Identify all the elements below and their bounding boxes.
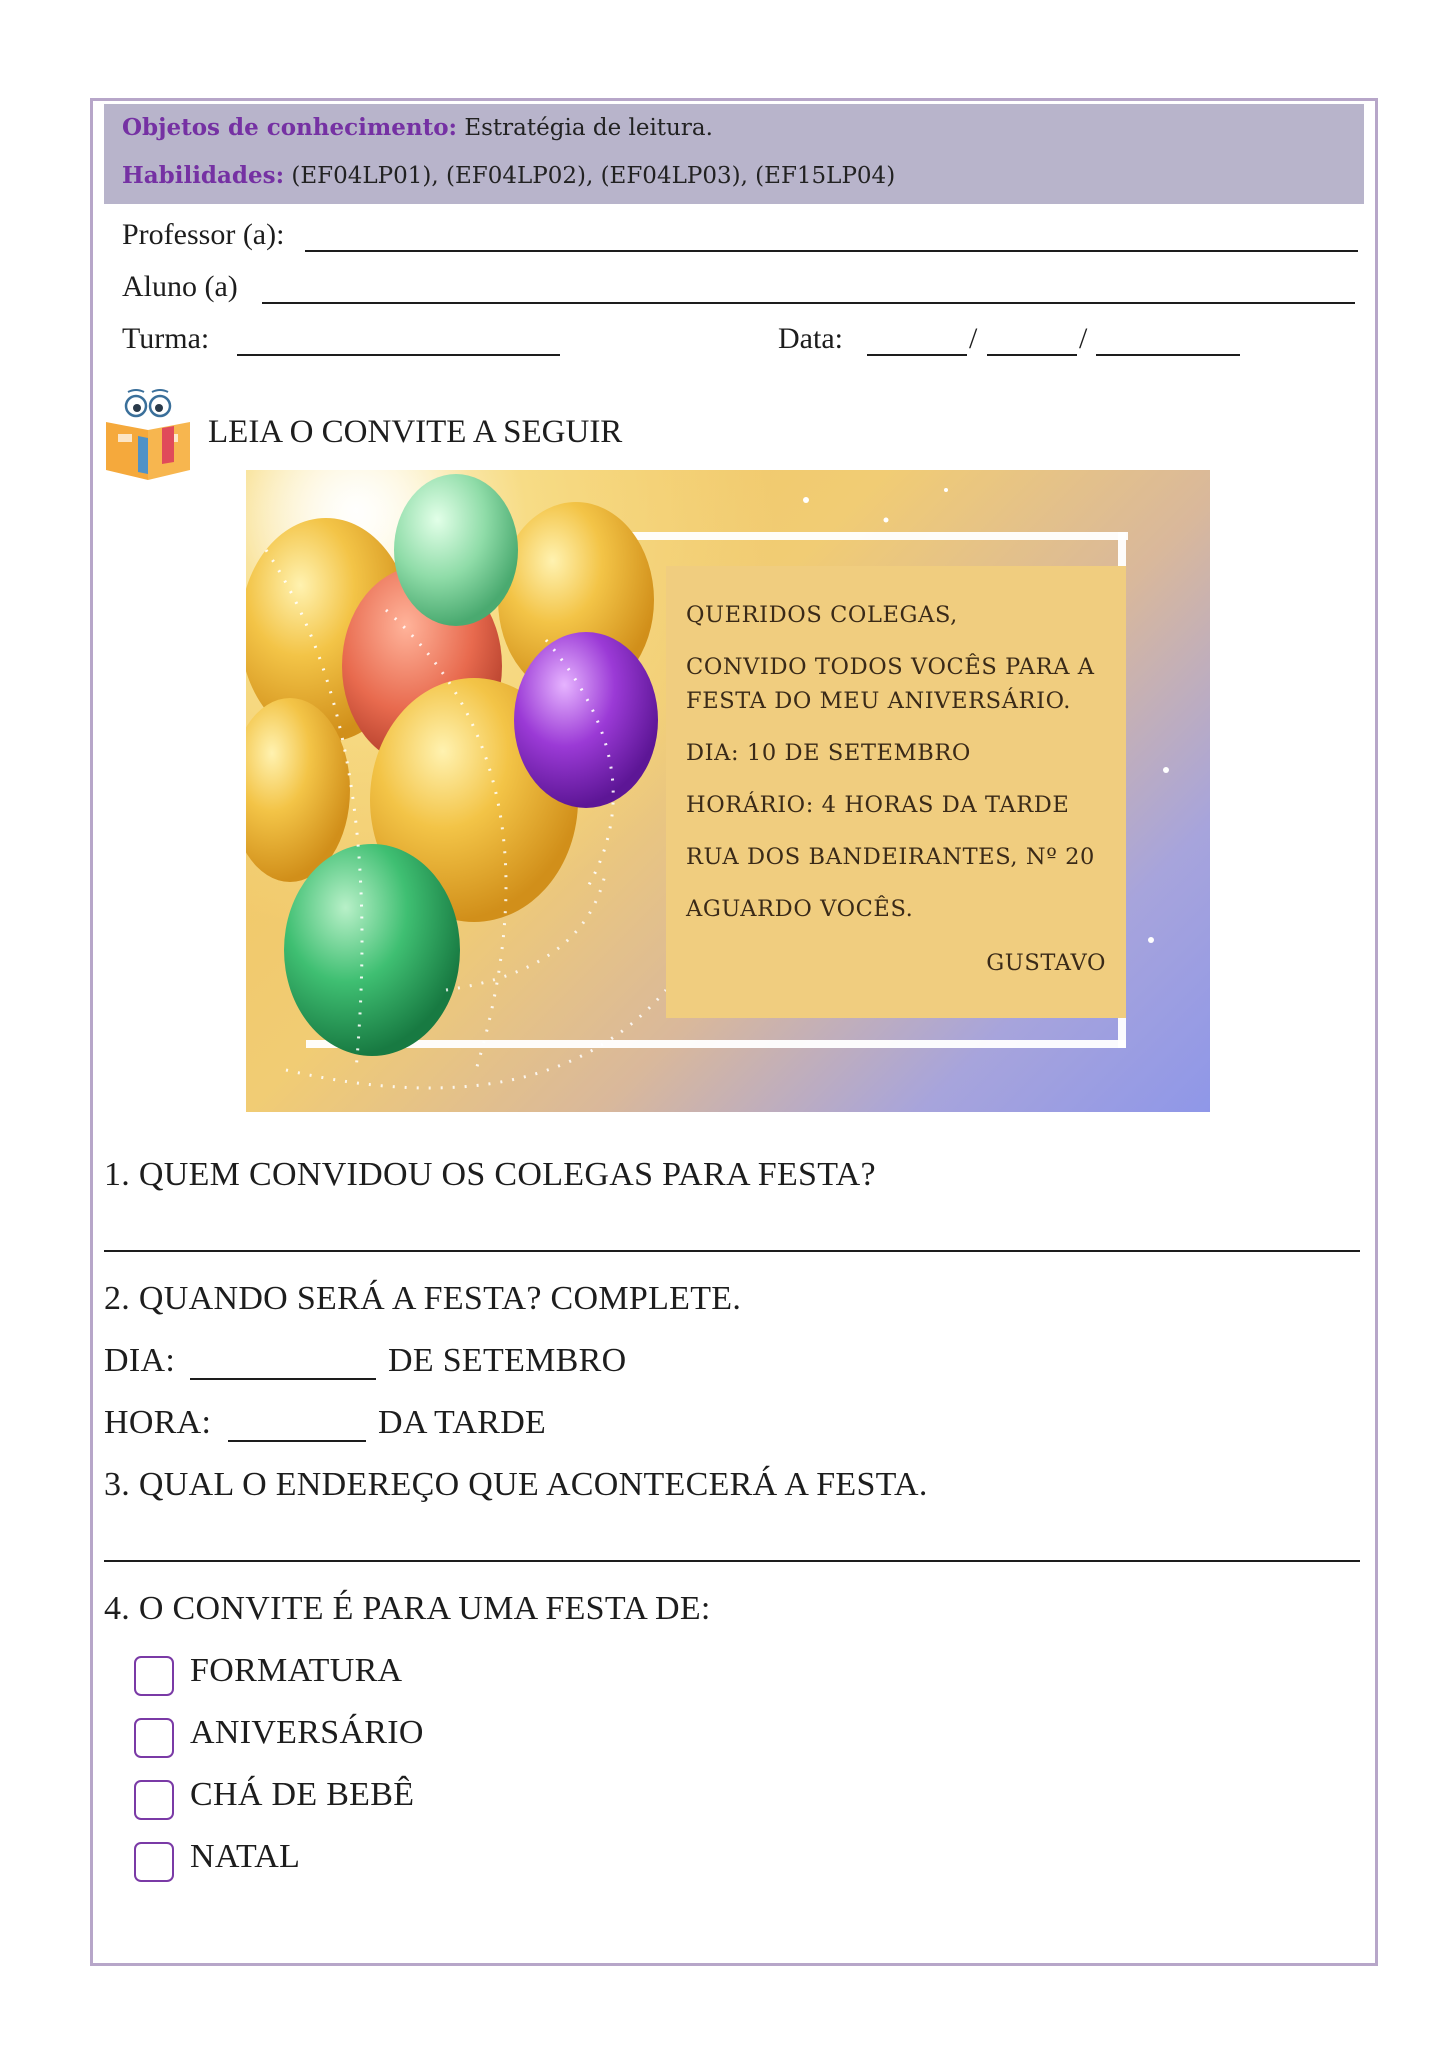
day-suffix: DE SETEMBRO bbox=[388, 1342, 627, 1379]
answer-line-3[interactable] bbox=[104, 1560, 1360, 1562]
date-separator: / bbox=[969, 322, 978, 355]
day-answer-field[interactable] bbox=[190, 1378, 376, 1380]
checkbox-natal[interactable] bbox=[134, 1842, 174, 1882]
teacher-field[interactable] bbox=[305, 250, 1358, 252]
date-day-field[interactable] bbox=[867, 354, 967, 356]
student-field[interactable] bbox=[262, 302, 1355, 304]
date-year-field[interactable] bbox=[1096, 354, 1240, 356]
option-natal: NATAL bbox=[190, 1838, 301, 1875]
checkbox-formatura[interactable] bbox=[134, 1656, 174, 1696]
date-label: Data: bbox=[778, 322, 843, 355]
question-3: 3. QUAL O ENDEREÇO QUE ACONTECERÁ A FESTA. bbox=[104, 1466, 928, 1503]
option-formatura: FORMATURA bbox=[190, 1652, 403, 1689]
question-2: 2. QUANDO SERÁ A FESTA? COMPLETE. bbox=[104, 1280, 742, 1317]
invitation-closing: AGUARDO VOCÊS. bbox=[686, 896, 914, 922]
class-label: Turma: bbox=[122, 322, 210, 355]
invitation-address: RUA DOS BANDEIRANTES, Nº 20 bbox=[686, 844, 1095, 870]
invitation-day: DIA: 10 DE SETEMBRO bbox=[686, 740, 971, 766]
date-separator: / bbox=[1079, 322, 1088, 355]
objects-line bbox=[122, 114, 713, 141]
invitation-image bbox=[246, 470, 1210, 1112]
hour-answer-field[interactable] bbox=[228, 1440, 366, 1442]
skills-value: (EF04LP01), (EF04LP02), (EF04LP03), (EF15LP04) bbox=[291, 163, 896, 189]
invitation-line1: CONVIDO TODOS VOCÊS PARA A bbox=[686, 654, 1095, 680]
option-aniversario: ANIVERSÁRIO bbox=[190, 1714, 424, 1751]
date-month-field[interactable] bbox=[987, 354, 1077, 356]
skills-label: Habilidades: bbox=[122, 162, 285, 189]
question-1: 1. QUEM CONVIDOU OS COLEGAS PARA FESTA? bbox=[104, 1156, 876, 1193]
invitation-line2: FESTA DO MEU ANIVERSÁRIO. bbox=[686, 688, 1072, 714]
invitation-time: HORÁRIO: 4 HORAS DA TARDE bbox=[686, 792, 1070, 818]
invitation-card bbox=[666, 566, 1126, 1018]
hour-suffix: DA TARDE bbox=[378, 1404, 547, 1441]
instruction-text: LEIA O CONVITE A SEGUIR bbox=[208, 414, 623, 450]
skills-line bbox=[122, 162, 895, 189]
objects-value: Estratégia de leitura. bbox=[464, 115, 713, 141]
objects-label: Objetos de conhecimento: bbox=[122, 114, 458, 141]
day-label: DIA: bbox=[104, 1342, 176, 1379]
checkbox-aniversario[interactable] bbox=[134, 1718, 174, 1758]
option-cha-de-bebe: CHÁ DE BEBÊ bbox=[190, 1776, 415, 1813]
invitation-signature: GUSTAVO bbox=[986, 950, 1106, 976]
teacher-label: Professor (a): bbox=[122, 218, 285, 251]
question-4: 4. O CONVITE É PARA UMA FESTA DE: bbox=[104, 1590, 711, 1627]
class-field[interactable] bbox=[237, 354, 560, 356]
checkbox-cha-de-bebe[interactable] bbox=[134, 1780, 174, 1820]
student-label: Aluno (a) bbox=[122, 270, 238, 303]
answer-line-1[interactable] bbox=[104, 1250, 1360, 1252]
invitation-greeting: QUERIDOS COLEGAS, bbox=[686, 602, 958, 628]
book-reading-icon bbox=[102, 388, 194, 482]
hour-label: HORA: bbox=[104, 1404, 212, 1441]
